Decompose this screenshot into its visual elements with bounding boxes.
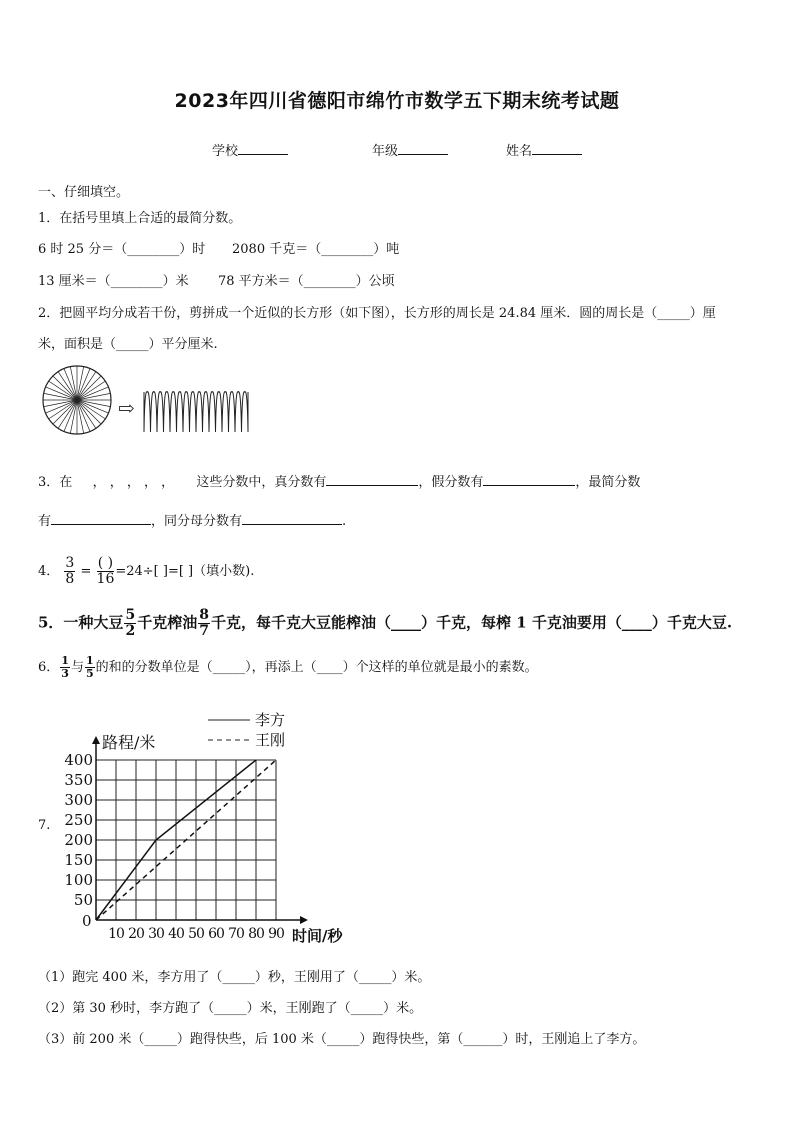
q5-t3: 千克，每千克大豆能榨油（____）千克，每榨 1 千克油要用（____）千克大豆. (210, 613, 733, 632)
q5-t2: 千克榨油 (137, 613, 198, 632)
q4-num: 4． (38, 564, 60, 579)
q6-line (38, 655, 538, 680)
grade-field (372, 140, 448, 159)
q4-fraction-2: $\frac{( )}{16}$ (96, 555, 115, 587)
circle-spoke (77, 376, 101, 400)
x-tick-label: 90 (268, 926, 284, 942)
section-heading: 一、仔细填空。 (38, 185, 130, 200)
q3-line2c: . (342, 514, 347, 529)
y-tick-label: 250 (64, 811, 93, 829)
q2-line2: 米，面积是（_____）平分厘米. (38, 337, 218, 352)
y-tick-label: 300 (64, 791, 93, 809)
name-field (506, 140, 582, 159)
q6-t1: 6． (38, 660, 60, 675)
q1-stem: 1．在括号里填上合适的最简分数。 (38, 211, 242, 226)
q3-blank-improper[interactable] (483, 473, 575, 486)
right-arrow-icon: ⇨ (118, 396, 135, 420)
school-label: 学校 (212, 144, 239, 159)
grade-blank[interactable] (398, 142, 448, 155)
q3-commas: ， ， ， ， ， (92, 475, 175, 490)
name-blank[interactable] (532, 142, 582, 155)
x-tick-label: 20 (128, 926, 144, 942)
q2-line1: 2．把圆平均分成若干份，剪拼成一个近似的长方形（如下图），长方形的周长是 24.84 厘米．圆的周长是（_____）厘 (38, 306, 716, 321)
q7-sub2: （2）第 30 秒时，李方跑了（_____）米，王刚跑了（_____）米。 (38, 1001, 423, 1016)
q1-line2a: 13 厘米＝（________）米 (38, 274, 189, 289)
q7-sub3: （3）前 200 米（_____）跑得快些，后 100 米（_____）跑得快些，第（______）时，王刚追上了李方。 (38, 1032, 646, 1047)
school-blank[interactable] (238, 142, 288, 155)
q4-fraction-1: $\frac{3}{8}$ (65, 555, 75, 587)
y-axis-label: 路程/米 (102, 733, 156, 752)
grade-label: 年级 (372, 144, 399, 159)
x-tick-label: 10 (108, 926, 124, 942)
x-tick-label: 70 (228, 926, 244, 942)
y-tick-label: 200 (64, 831, 93, 849)
q5-fraction-1: $\frac{5}{2}$ (125, 607, 136, 639)
x-tick-label: 80 (248, 926, 264, 942)
x-axis-arrow-icon (300, 916, 308, 924)
q4-eq: = (80, 564, 92, 579)
q4-line (38, 556, 254, 587)
origin-label: 0 (82, 912, 92, 930)
x-tick-label: 40 (168, 926, 184, 942)
circle-spoke (53, 376, 77, 400)
q3-line2 (38, 510, 346, 529)
y-tick-label: 350 (64, 771, 93, 789)
q6-t2: 与 (70, 660, 84, 675)
circle-spoke (53, 400, 77, 424)
q3-line2a: 有 (38, 514, 52, 529)
x-axis-label: 时间/秒 (292, 927, 343, 945)
q3-text1: 这些分数中，真分数有 (196, 475, 327, 490)
q3-blank-same-denominator[interactable] (242, 512, 342, 525)
q5-fraction-2: $\frac{8}{7}$ (199, 607, 209, 639)
y-axis-arrow-icon (92, 736, 100, 744)
q6-fraction-1: $\frac{1}{3}$ (61, 654, 69, 680)
legend-label: 李方 (255, 711, 286, 729)
q3-text2: ，假分数有 (418, 475, 484, 490)
x-tick-label: 50 (188, 926, 204, 942)
distance-time-chart (64, 708, 370, 948)
y-tick-label: 100 (64, 871, 93, 889)
circle-spoke (77, 400, 101, 424)
q4-rest: =24÷[ ]=[ ]（填小数). (115, 564, 255, 579)
q1-line2b: 78 平方米＝（________）公顷 (218, 274, 395, 289)
y-tick-label: 400 (64, 751, 93, 769)
q3-blank-simplest[interactable] (51, 512, 151, 525)
q7-num: 7. (38, 818, 51, 833)
x-tick-label: 30 (148, 926, 164, 942)
name-label: 姓名 (506, 144, 533, 159)
q5-t1: 5．一种大豆 (38, 613, 124, 632)
school-field (212, 140, 288, 159)
q7-sub1: （1）跑完 400 米，李方用了（_____）秒，王刚用了（_____）米。 (38, 970, 431, 985)
q3-prefix: 3．在 (38, 475, 73, 490)
q3-line1 (38, 471, 640, 490)
q1-line1a: 6 时 25 分＝（________）时 (38, 242, 206, 257)
legend-label: 王刚 (255, 731, 286, 749)
q3-blank-proper[interactable] (326, 473, 418, 486)
q3-line2b: ，同分母分数有 (151, 514, 243, 529)
q3-text3: ，最简分数 (575, 475, 641, 490)
page-title: 2023年四川省德阳市绵竹市数学五下期末统考试题 (174, 90, 620, 112)
q1-line1b: 2080 千克＝（________）吨 (232, 242, 400, 257)
q6-t3: 的和的分数单位是（_____），再添上（____）个这样的单位就是最小的素数。 (95, 660, 538, 675)
q5-line (38, 608, 732, 639)
approx-rectangle (144, 392, 248, 432)
segmented-circle (43, 366, 111, 434)
circle-to-rectangle-figure (40, 362, 260, 440)
y-tick-label: 50 (73, 891, 93, 909)
q6-fraction-2: $\frac{1}{5}$ (85, 654, 94, 680)
x-tick-label: 60 (208, 926, 224, 942)
y-tick-label: 150 (64, 851, 93, 869)
